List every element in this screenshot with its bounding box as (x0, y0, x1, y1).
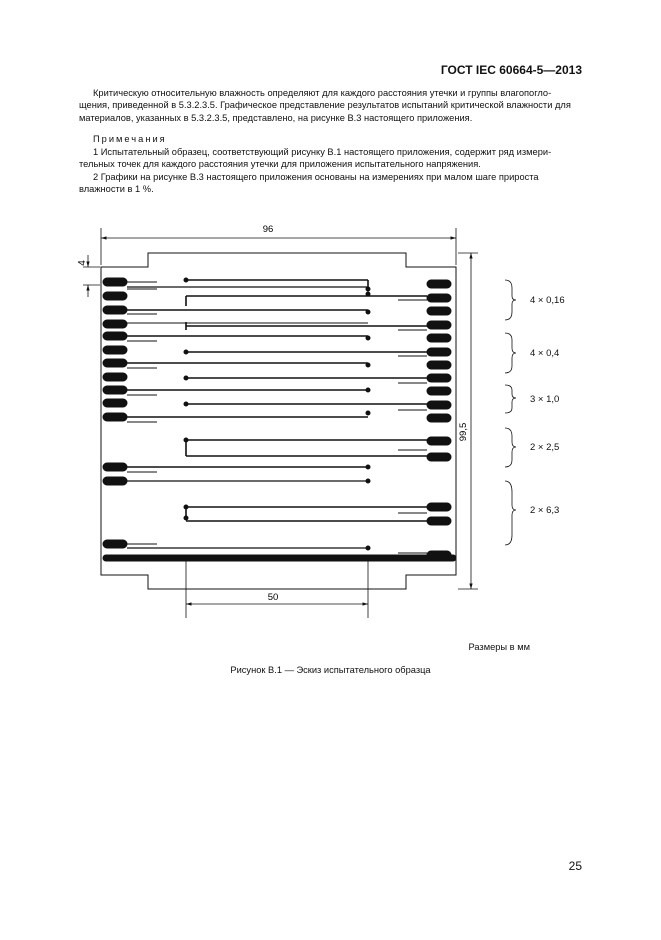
intro-line: материалов, указанных в 5.3.2.3.5, представлено, на рисунке В.3 настоящего приложения. (79, 112, 473, 123)
page-number: 25 (568, 859, 582, 873)
dim-height-label: 99,5 (458, 422, 469, 442)
specimen-outline (101, 253, 456, 589)
figure-caption: Рисунок В.1 — Эскиз испытательного образца (230, 665, 431, 675)
group-label: 3 × 1,0 (530, 394, 560, 405)
note-line: тельных точек для каждого расстояния утечки для приложения испытательного напряжения. (79, 159, 481, 170)
group-2-traces (103, 332, 451, 383)
group-label: 2 × 6,3 (530, 505, 560, 516)
group-label: 4 × 0,16 (530, 295, 565, 306)
group-braces (505, 280, 516, 545)
note-line: влажности в 1 %. (79, 184, 154, 195)
group-label: 4 × 0,4 (530, 348, 560, 359)
group-3-traces (103, 386, 451, 422)
note-line: 1 Испытательный образец, соответствующий рисунку В.1 настоящего приложения, содержит ряд измери- (93, 147, 552, 157)
group-labels (530, 295, 565, 516)
intro-line: щения, приведенной в 5.3.2.3.5. Графическое представление результатов испытаний критической влажности для (79, 100, 571, 111)
group-4-traces (103, 437, 451, 485)
units-note: Размеры в мм (468, 642, 530, 652)
dim-width-label: 96 (262, 224, 274, 235)
dim-gap-label: 4 (77, 260, 88, 266)
dim-length-label: 50 (267, 592, 279, 603)
standard-header: ГОСТ IEC 60664-5—2013 (440, 63, 582, 77)
note-line: 2 Графики на рисунке В.3 настоящего приложения основаны на измерениях при малом шаге прироста (93, 172, 539, 182)
group-label: 2 × 2,5 (530, 442, 560, 453)
group-5-traces (103, 503, 456, 561)
notes-title: Примечания (93, 134, 167, 144)
group-1-traces (103, 278, 451, 330)
electrode-traces (103, 278, 456, 561)
intro-line: Критическую относительную влажность определяют для каждого расстояния утечки и группы влагопогло- (93, 88, 552, 98)
